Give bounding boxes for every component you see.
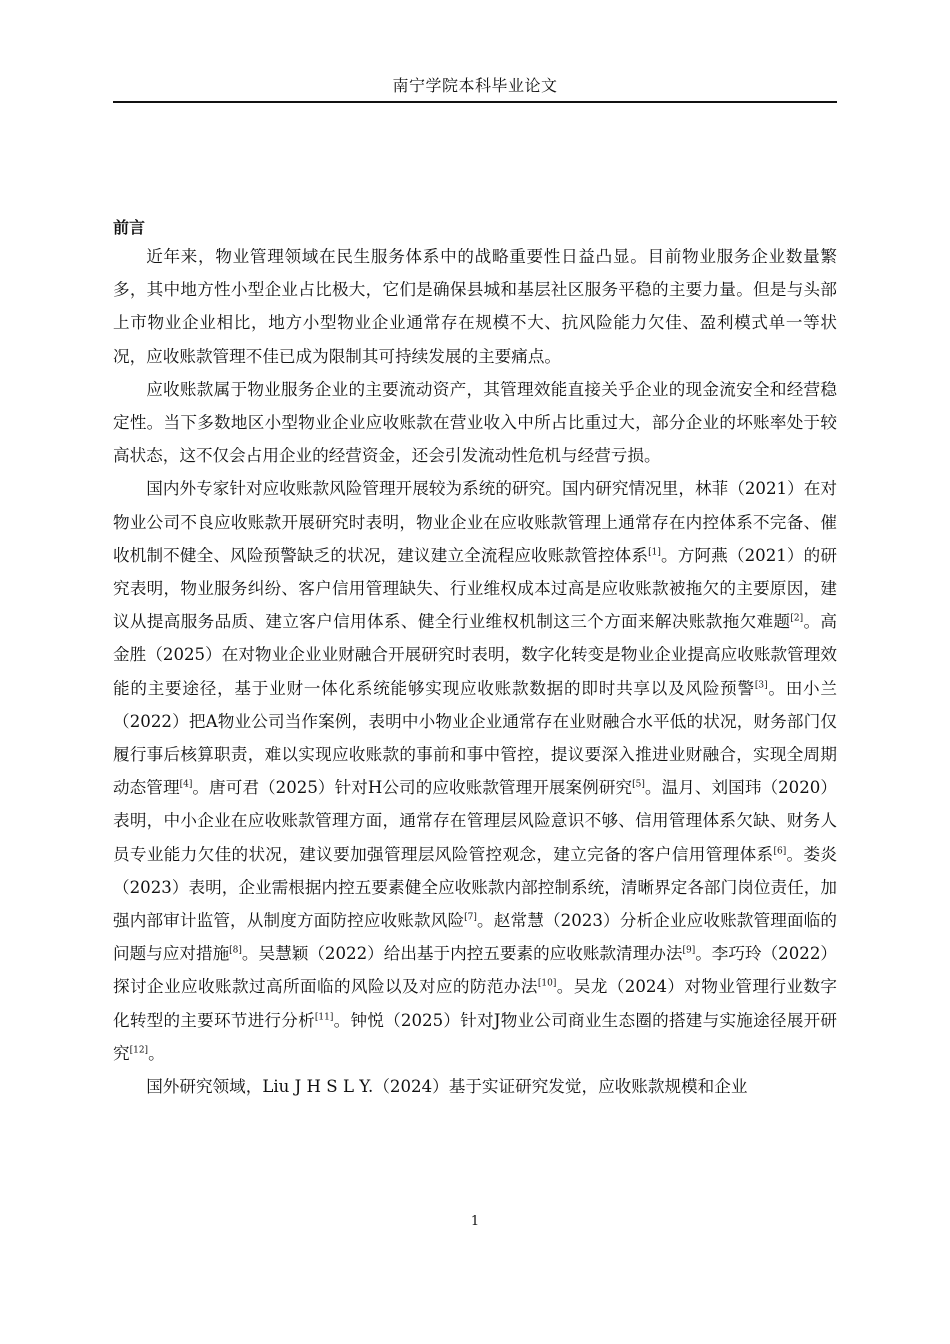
- citation-marker: [6]: [773, 846, 787, 857]
- paragraph-text: 应收账款属于物业服务企业的主要流动资产，其管理效能直接关乎企业的现金流安全和经营稳定性。当下多数地区小型物业企业应收账款在营业收入中所占比重过大，部分企业的坏账率处于较高状态，这不仅会占用企业的经营资金，还会引发流动性危机与经营亏损。: [113, 379, 837, 466]
- paragraph-text: 国内外专家针对应收账款风险管理开展较为系统的研究。国内研究情况里，林菲（2021）在对物业公司不良应收账款开展研究时表明，物业企业在应收账款管理上通常存在内控体系不完备、催收机制不健全、风险预警缺乏的状况，建议建立全流程应收账款管控体系: [113, 479, 837, 565]
- paragraph-text: 。钟悦（2025）针对J物业公司商业生态圈的搭建与实施途径展开研究: [113, 1010, 837, 1063]
- page-number: 1: [470, 1214, 480, 1229]
- citation-marker: [9]: [682, 945, 696, 956]
- citation-marker: [11]: [314, 1012, 334, 1023]
- body-paragraph: [113, 240, 837, 373]
- paragraph-text: 。李巧玲（2022）探讨企业应收账款过高所面临的风险以及对应的防范办法: [113, 944, 838, 997]
- paragraph-text: 。方阿燕（2021）的研究表明，物业服务纠纷、客户信用管理缺失、行业维权成本过高是应收账款被拖欠的主要原因，建议从提高服务品质、建立客户信用体系、健全行业维权机制这三个方面来解决账款拖欠难题: [113, 545, 837, 632]
- paragraph-text: 。娄炎（2023）表明，企业需根据内控五要素健全应收账款内部控制系统，清晰界定各部门岗位责任，加强内部审计监管，从制度方面防控应收账款风险: [113, 844, 838, 931]
- body-paragraph: [113, 373, 837, 473]
- citation-marker: [4]: [179, 779, 193, 790]
- body-text: [113, 240, 837, 1103]
- citation-marker: [5]: [632, 779, 645, 790]
- running-header: 南宁学院本科毕业论文: [392, 76, 558, 95]
- paragraph-text: 国外研究领域，Liu J H S L Y.（2024）基于实证研究发觉，应收账款规模和企业: [146, 1077, 748, 1097]
- citation-marker: [2]: [790, 613, 804, 624]
- paragraph-text: 。吴慧颖（2022）给出基于内控五要素的应收账款清理办法: [241, 944, 683, 964]
- citation-marker: [7]: [464, 912, 477, 923]
- paragraph-text: 。: [148, 1043, 165, 1063]
- body-paragraph: [113, 472, 837, 1070]
- section-heading: 前言: [113, 218, 146, 237]
- citation-marker: [8]: [229, 945, 242, 956]
- paragraph-text: 近年来，物业管理领域在民生服务体系中的战略重要性日益凸显。目前物业服务企业数量繁多，其中地方性小型企业占比极大，它们是确保县城和基层社区服务平稳的主要力量。但是与头部上市物业企业相比，地方小型物业企业通常存在规模不大、抗风险能力欠佳、盈利模式单一等状况，应收账款管理不佳已成为限制其可持续发展的主要痛点。: [113, 247, 837, 366]
- citation-marker: [12]: [129, 1045, 149, 1056]
- paragraph-text: 。吴龙（2024）对物业管理行业数字化转型的主要环节进行分析: [113, 977, 837, 1030]
- citation-marker: [10]: [537, 978, 557, 989]
- body-paragraph: [113, 1070, 837, 1103]
- paragraph-text: 。温月、刘国玮（2020）表明，中小企业在应收账款管理方面，通常存在管理层风险意识不够、信用管理体系欠缺、财务人员专业能力欠佳的状况，建议要加强管理层风险管控观念，建立完备的客户信用管理体系: [113, 778, 837, 864]
- paragraph-text: 。田小兰（2022）把A物业公司当作案例，表明中小物业企业通常存在业财融合水平低的状况，财务部门仅履行事后核算职责，难以实现应收账款的事前和事中管控，提议要深入推进业财融合，实现全周期动态管理: [113, 678, 837, 798]
- header-rule: [113, 101, 837, 103]
- paragraph-text: 。唐可君（2025）针对H公司的应收账款管理开展案例研究: [192, 778, 633, 798]
- paragraph-text: 。高金胜（2025）在对物业企业业财融合开展研究时表明，数字化转变是物业企业提高应收账款管理效能的主要途径，基于业财一体化系统能够实现应收账款数据的即时共享以及风险预警: [113, 612, 838, 698]
- citation-marker: [3]: [754, 680, 768, 691]
- citation-marker: [1]: [648, 547, 661, 558]
- paragraph-text: 。赵常慧（2023）分析企业应收账款管理面临的问题与应对措施: [113, 911, 838, 964]
